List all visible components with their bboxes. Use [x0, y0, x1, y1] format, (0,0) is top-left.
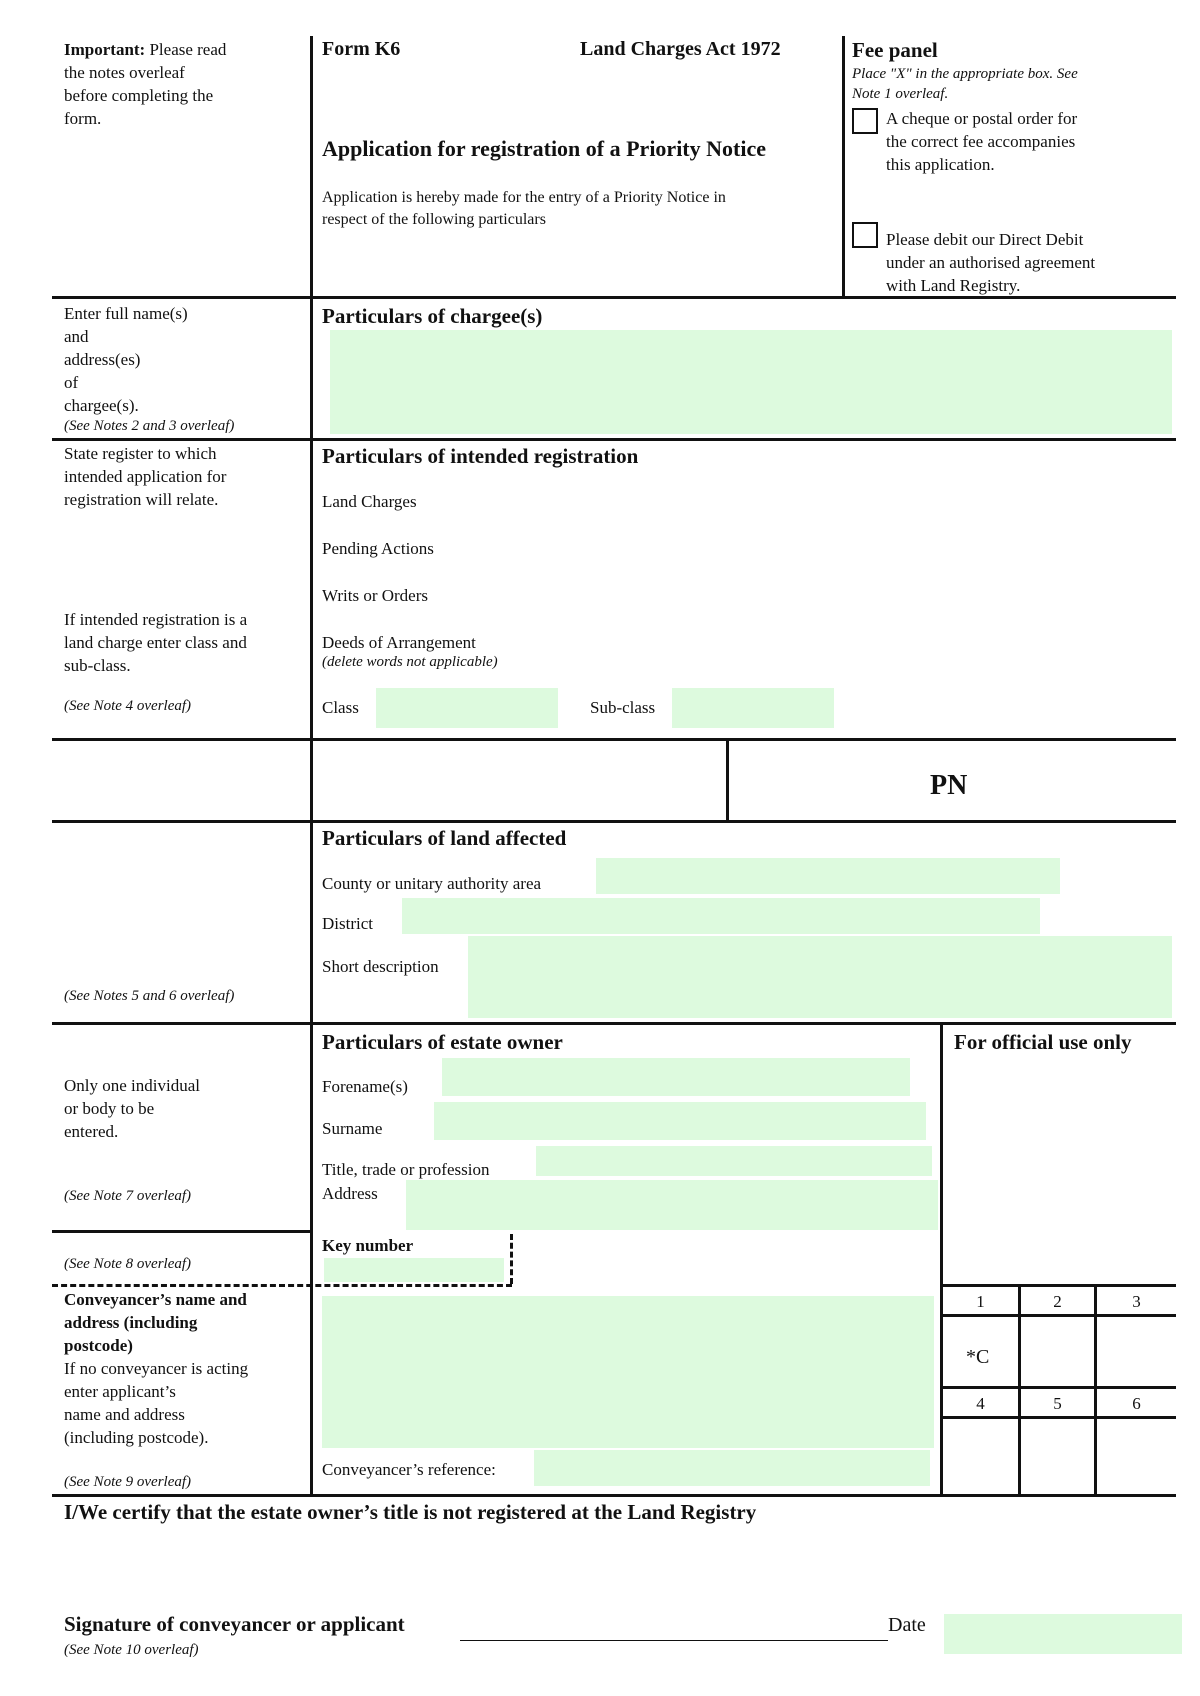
subclass-label: Sub-class	[590, 698, 656, 717]
key-number-label: Key number	[322, 1236, 414, 1255]
fee-panel-note: Place "X" in the appropriate box. See	[852, 66, 1078, 82]
important-notice-line: form.	[64, 109, 102, 128]
conveyancer-instruction: (including postcode).	[64, 1428, 209, 1447]
class-field[interactable]	[376, 688, 558, 728]
official-use-title: For official use only	[954, 1030, 1132, 1054]
signature-note: (See Note 10 overleaf)	[64, 1642, 199, 1658]
class-label: Class	[322, 698, 359, 717]
dashed-divider	[52, 1284, 512, 1287]
important-notice: Important: Please read	[64, 40, 227, 59]
conveyancer-instruction: postcode)	[64, 1336, 133, 1355]
chargee-field[interactable]	[330, 330, 1172, 434]
address-label: Address	[322, 1184, 378, 1203]
forename-field[interactable]	[442, 1058, 910, 1096]
owner-heading: Particulars of estate owner	[322, 1030, 563, 1054]
divider	[52, 438, 1176, 441]
registration-heading: Particulars of intended registration	[322, 444, 639, 468]
owner-instruction: or body to be	[64, 1099, 155, 1118]
official-cell-1: 1	[976, 1292, 985, 1311]
official-cell-3: 3	[1132, 1292, 1141, 1311]
intro-text: Application is hereby made for the entry of a Priority Notice in	[322, 189, 726, 206]
delete-note: (delete words not applicable)	[322, 654, 498, 670]
land-heading: Particulars of land affected	[322, 826, 567, 850]
title-profession-field[interactable]	[536, 1146, 932, 1176]
official-cell-2: 2	[1053, 1292, 1062, 1311]
fee-option-debit: Please debit our Direct Debit	[886, 230, 1084, 249]
conveyancer-reference-label: Conveyancer’s reference:	[322, 1460, 496, 1479]
fee-cheque-checkbox[interactable]	[852, 108, 878, 134]
conveyancer-instruction: If no conveyancer is acting	[64, 1359, 249, 1378]
pn-label: PN	[930, 770, 968, 801]
divider	[52, 1494, 942, 1497]
fee-direct-debit-checkbox[interactable]	[852, 222, 878, 248]
forename-label: Forename(s)	[322, 1077, 408, 1096]
divider	[52, 1022, 1176, 1025]
important-notice-line: the notes overleaf	[64, 63, 185, 82]
divider	[1018, 1284, 1021, 1496]
owner-note: (See Note 7 overleaf)	[64, 1188, 192, 1204]
county-label: County or unitary authority area	[322, 874, 542, 893]
subclass-field[interactable]	[672, 688, 834, 728]
key-number-field[interactable]	[324, 1258, 504, 1282]
county-field[interactable]	[596, 858, 1060, 894]
date-label: Date	[888, 1614, 926, 1636]
short-description-label: Short description	[322, 957, 439, 976]
owner-instruction: entered.	[64, 1122, 119, 1141]
official-cell-5: 5	[1053, 1394, 1062, 1413]
fee-panel-note: Note 1 overleaf.	[852, 86, 949, 102]
signature-line[interactable]	[460, 1640, 888, 1641]
land-note: (See Notes 5 and 6 overleaf)	[64, 988, 235, 1004]
divider	[52, 820, 1176, 823]
option-writs-orders[interactable]: Writs or Orders	[322, 586, 429, 605]
owner-address-field[interactable]	[406, 1180, 938, 1230]
chargee-heading: Particulars of chargee(s)	[322, 304, 543, 328]
divider	[940, 1386, 1176, 1389]
registration-note: (See Note 4 overleaf)	[64, 698, 192, 714]
important-notice-line: before completing the	[64, 86, 214, 105]
key-note: (See Note 8 overleaf)	[64, 1256, 192, 1272]
divider	[52, 738, 1176, 741]
divider	[940, 1314, 1176, 1317]
option-land-charges[interactable]: Land Charges	[322, 492, 417, 511]
conveyancer-address-field[interactable]	[322, 1296, 934, 1448]
short-description-field[interactable]	[468, 936, 1172, 1018]
conveyancer-instruction: Conveyancer’s name and	[64, 1290, 247, 1309]
chargee-instruction: address(es)	[64, 350, 141, 369]
chargee-instruction: of	[64, 373, 79, 392]
official-cell-6: 6	[1132, 1394, 1141, 1413]
owner-instruction: Only one individual	[64, 1076, 200, 1095]
district-field[interactable]	[402, 898, 1040, 934]
district-label: District	[322, 914, 373, 933]
page-title: Application for registration of a Priority Notice	[322, 136, 766, 161]
chargee-instruction: chargee(s).	[64, 396, 139, 415]
surname-label: Surname	[322, 1119, 383, 1138]
fee-option-cheque: the correct fee accompanies	[886, 132, 1076, 151]
class-instruction: If intended registration is a	[64, 610, 248, 629]
register-instruction: intended application for	[64, 467, 227, 486]
date-field[interactable]	[944, 1614, 1182, 1654]
form-number: Form K6	[322, 38, 401, 60]
official-cell-c: *C	[966, 1346, 990, 1368]
divider	[940, 1416, 1176, 1419]
chargee-note: (See Notes 2 and 3 overleaf)	[64, 418, 235, 434]
conveyancer-instruction: enter applicant’s	[64, 1382, 176, 1401]
divider	[310, 36, 313, 1496]
conveyancer-note: (See Note 9 overleaf)	[64, 1474, 192, 1490]
register-instruction: registration will relate.	[64, 490, 219, 509]
divider	[940, 1284, 1176, 1287]
fee-option-debit: under an authorised agreement	[886, 253, 1096, 272]
chargee-instruction: Enter full name(s)	[64, 304, 188, 323]
conveyancer-reference-field[interactable]	[534, 1450, 930, 1486]
conveyancer-instruction: name and address	[64, 1405, 185, 1424]
certification-statement: I/We certify that the estate owner’s title is not registered at the Land Registry	[64, 1500, 757, 1524]
conveyancer-instruction: address (including	[64, 1313, 198, 1332]
title-profession-label: Title, trade or profession	[322, 1160, 490, 1179]
signature-label: Signature of conveyancer or applicant	[64, 1612, 405, 1636]
fee-option-cheque: this application.	[886, 155, 995, 174]
divider	[1094, 1284, 1097, 1496]
divider	[842, 36, 845, 298]
fee-panel-title: Fee panel	[852, 38, 938, 62]
act-name: Land Charges Act 1972	[580, 38, 781, 60]
dashed-divider	[510, 1234, 513, 1284]
class-instruction: sub-class.	[64, 656, 131, 675]
divider	[940, 1022, 943, 1496]
fee-option-debit: with Land Registry.	[886, 276, 1021, 295]
divider	[726, 738, 729, 820]
option-pending-actions[interactable]: Pending Actions	[322, 539, 434, 558]
option-deeds-arrangement[interactable]: Deeds of Arrangement	[322, 633, 476, 652]
fee-option-cheque: A cheque or postal order for	[886, 109, 1078, 128]
divider	[940, 1494, 1176, 1497]
intro-text: respect of the following particulars	[322, 211, 546, 228]
official-cell-4: 4	[976, 1394, 985, 1413]
class-instruction: land charge enter class and	[64, 633, 247, 652]
divider	[52, 1230, 312, 1233]
register-instruction: State register to which	[64, 444, 217, 463]
surname-field[interactable]	[434, 1102, 926, 1140]
chargee-instruction: and	[64, 327, 89, 346]
